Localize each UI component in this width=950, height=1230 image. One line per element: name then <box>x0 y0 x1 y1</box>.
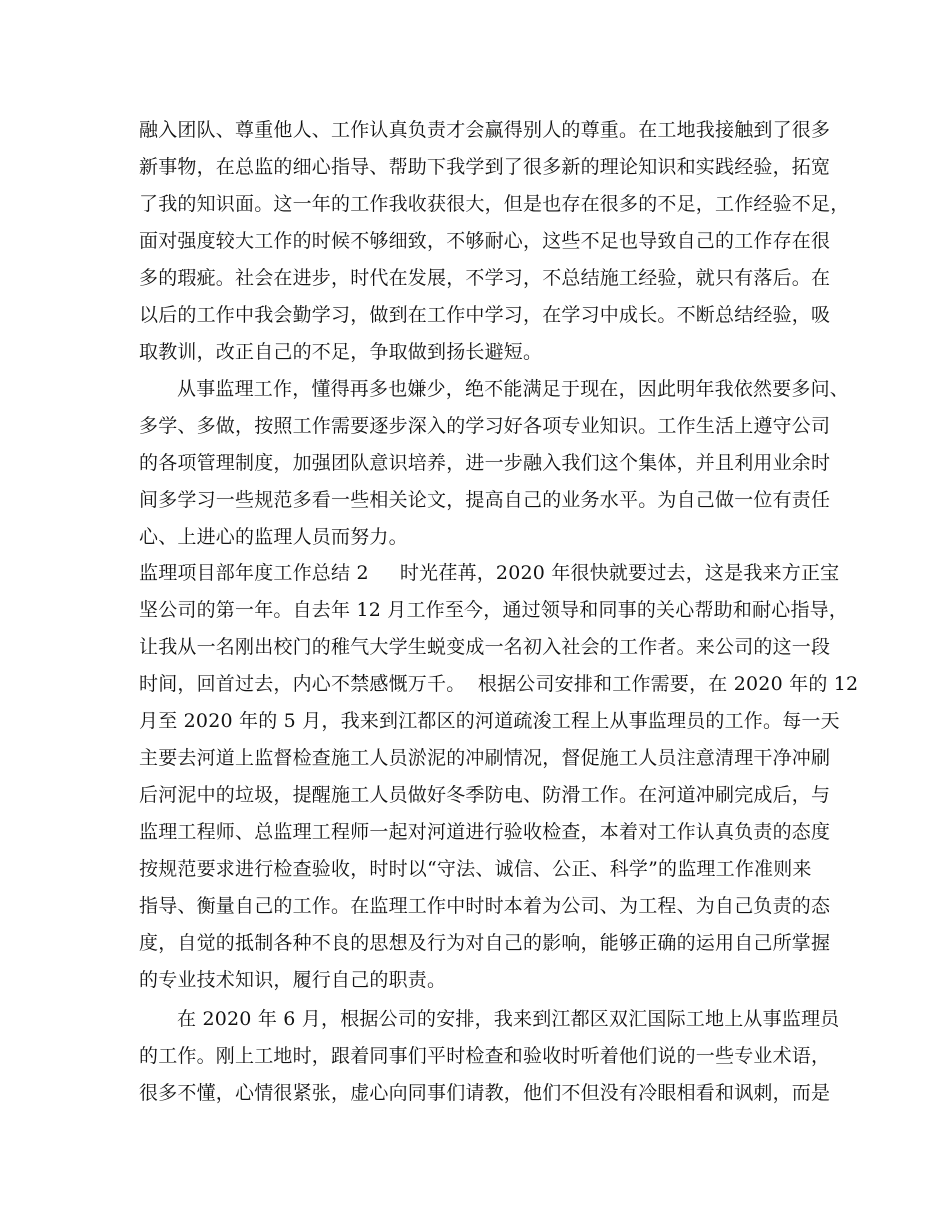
text-line: 时间，回首过去，内心不禁感慨万千。 根据公司安排和工作需要，在 2020 年的 12 <box>139 673 859 695</box>
text-line: 取教训，改正自己的不足，争取做到扬长避短。 <box>139 341 543 363</box>
text-line: 让我从一名刚出校门的稚气大学生蜕变成一名初入社会的工作者。来公司的这一段 <box>139 636 831 658</box>
paragraph-first-line: 在 2020 年 6 月，根据公司的安排，我来到江都区双汇国际工地上从事监理员 <box>177 1008 840 1030</box>
text-line: 按规范要求进行检查验收，时时以“守法、诚信、公正、科学”的监理工作准则来 <box>139 858 812 880</box>
text-line: 坚公司的第一年。自去年 12 月工作至今，通过领导和同事的关心帮助和耐心指导， <box>139 599 849 621</box>
text-line: 月至 2020 年的 5 月，我来到江都区的河道疏浚工程上从事监理员的工作。每一天 <box>139 710 840 732</box>
text-line: 多学、多做，按照工作需要逐步深入的学习好各项专业知识。工作生活上遵守公司 <box>139 415 831 437</box>
text-line: 很多不懂，心情很紧张，虚心向同事们请教，他们不但没有冷眼相看和讽刺，而是 <box>139 1082 831 1104</box>
text-line: 面对强度较大工作的时候不够细致，不够耐心，这些不足也导致自己的工作存在很 <box>139 230 831 252</box>
text-line: 以后的工作中我会勤学习，做到在工作中学习，在学习中成长。不断总结经验，吸 <box>139 304 831 326</box>
text-line: 新事物，在总监的细心指导、帮助下我学到了很多新的理论知识和实践经验，拓宽 <box>139 156 831 178</box>
text-line: 后河泥中的垃圾，提醒施工人员做好冬季防电、防滑工作。在河道冲刷完成后，与 <box>139 784 831 806</box>
text-line: 了我的知识面。这一年的工作我收获很大，但是也存在很多的不足，工作经验不足， <box>139 193 850 215</box>
section-heading-line: 监理项目部年度工作总结 2 时光荏苒，2020 年很快就要过去，这是我来方正宝 <box>139 562 840 584</box>
text-line: 的工作。刚上工地时，跟着同事们平时检查和验收时听着他们说的一些专业术语， <box>139 1045 831 1067</box>
text-line: 度，自觉的抵制各种不良的思想及行为对自己的影响，能够正确的运用自己所掌握 <box>139 932 831 954</box>
text-line: 主要去河道上监督检查施工人员淤泥的冲刷情况，督促施工人员注意清理干净冲刷 <box>139 747 831 769</box>
text-line: 的各项管理制度，加强团队意识培养，进一步融入我们这个集体，并且利用业余时 <box>139 452 831 474</box>
text-line: 多的瑕疵。社会在进步，时代在发展，不学习，不总结施工经验，就只有落后。在 <box>139 267 831 289</box>
text-line: 心、上进心的监理人员而努力。 <box>139 526 408 548</box>
text-line: 的专业技术知识，履行自己的职责。 <box>139 969 447 991</box>
text-line: 融入团队、尊重他人、工作认真负责才会赢得别人的尊重。在工地我接触到了很多 <box>139 119 831 141</box>
text-line: 监理工程师、总监理工程师一起对河道进行验收检查，本着对工作认真负责的态度 <box>139 821 831 843</box>
paragraph-first-line: 从事监理工作，懂得再多也嫌少，绝不能满足于现在，因此明年我依然要多问、 <box>177 378 850 400</box>
text-line: 指导、衡量自己的工作。在监理工作中时时本着为公司、为工程、为自己负责的态 <box>139 895 831 917</box>
text-line: 间多学习一些规范多看一些相关论文，提高自己的业务水平。为自己做一位有责任 <box>139 489 831 511</box>
